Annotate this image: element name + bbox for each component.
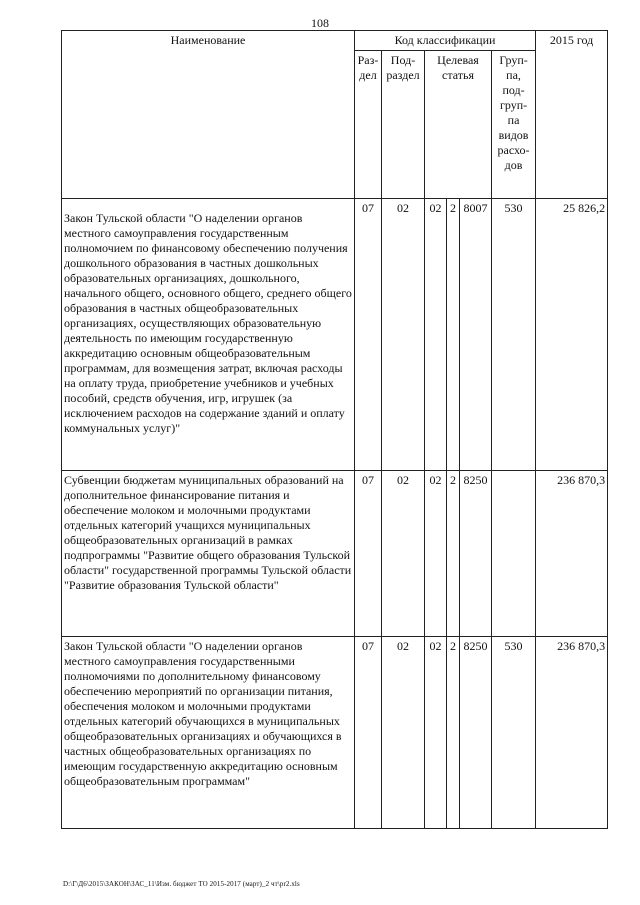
row-subsection: 02 [382,199,425,471]
row-amount: 236 870,3 [536,471,608,637]
row-amount: 236 870,3 [536,637,608,829]
row-subsection: 02 [382,637,425,829]
header-subsection: Под- раздел [382,51,425,199]
header-classification: Код классификации [355,31,536,51]
row-target-code: 8250 [460,637,492,829]
row-name: Закон Тульской области "О наделении органов местного самоуправления государственными полномочиями по дополнительному финансовому обеспечению мероприятий по организации питания, обеспечения молоком и молочными продуктами отдельных категорий обучающихся в муниципальных общеобразовательных организациях и обучающихся в частных общеобразовательных организациях по имеющим государственную аккредитацию основным общеобразовательным программам" [62,637,355,829]
header-section: Раз- дел [355,51,382,199]
table-row [62,637,608,829]
file-path-footer: D:\Г\Д6\2015\ЗАКОН\ЗАС_11\Изм. бюджет ТО 2015-2017 (март)_2 чт\pr2.xls [63,880,300,888]
row-section: 07 [355,471,382,637]
row-name: Закон Тульской области "О наделении органов местного самоуправления государственным полномочием по финансовому обеспечению получения дошкольного образования в частных дошкольных образовательных организациях, дошкольного, начального общего, основного общего, среднего общего образования в частных общеобразовательных организациях, осуществляющих образовательную деятельность по имеющим государственную аккредитацию основным общеобразовательным программам, для возмещения затрат, включая расходы на оплату труда, приобретение учебников и учебных пособий, средств обучения, игр, игрушек (за исключением расходов на содержание зданий и оплату коммунальных услуг)" [62,199,355,471]
row-target-program: 02 [425,471,447,637]
row-section: 07 [355,199,382,471]
page-number: 108 [311,16,329,30]
header-target: Целевая статья [425,51,492,199]
row-target-subprogram: 2 [447,637,460,829]
budget-table [61,30,608,829]
header-year: 2015 год [536,31,608,199]
row-amount: 25 826,2 [536,199,608,471]
row-target-program: 02 [425,199,447,471]
row-target-program: 02 [425,637,447,829]
row-target-code: 8250 [460,471,492,637]
header-group: Груп- па, под- груп- па видов расхо- дов [492,51,536,199]
header-name: Наименование [62,31,355,199]
row-group [492,471,536,637]
row-subsection: 02 [382,471,425,637]
row-section: 07 [355,637,382,829]
row-name: Субвенции бюджетам муниципальных образований на дополнительное финансирование питания и обеспечение молоком и молочными продуктами отдельных категорий учащихся муниципальных общеобразовательных организаций в рамках подпрограммы "Развитие общего образования Тульской области" государственной программы Тульской области "Развитие образования Тульской области" [62,471,355,637]
row-target-subprogram: 2 [447,199,460,471]
row-group: 530 [492,637,536,829]
table-row [62,199,608,471]
row-target-subprogram: 2 [447,471,460,637]
row-target-code: 8007 [460,199,492,471]
table-row [62,471,608,637]
row-group: 530 [492,199,536,471]
